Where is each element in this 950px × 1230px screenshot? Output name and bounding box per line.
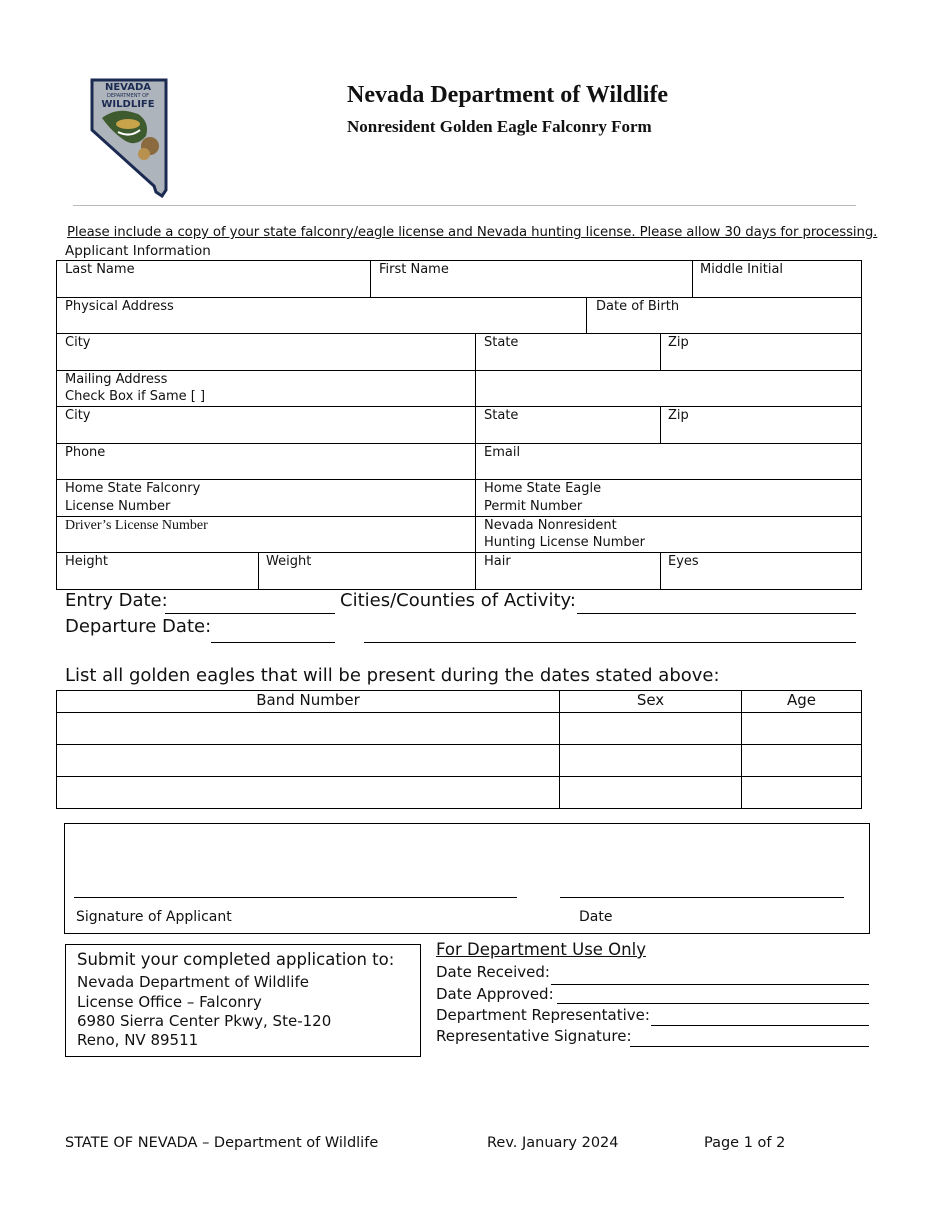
col-band-number: Band Number (57, 691, 560, 713)
submit-line-2: License Office – Falconry (77, 993, 262, 1011)
submit-line-3: 6980 Sierra Center Pkwy, Ste-120 (77, 1012, 332, 1030)
cities-line-2[interactable] (364, 642, 856, 643)
label-date-of-birth: Date of Birth (596, 299, 680, 314)
col-sex: Sex (560, 691, 742, 713)
applicant-grid (56, 260, 862, 590)
representative-signature-line[interactable] (630, 1046, 869, 1047)
label-department-representative: Department Representative: (436, 1006, 650, 1024)
label-city-mailing: City (65, 408, 91, 423)
label-signature-date: Date (579, 909, 613, 925)
signature-box (64, 823, 870, 934)
submit-title: Submit your completed application to: (77, 950, 395, 969)
sex-cell[interactable] (560, 745, 742, 777)
label-drivers-license: Driver’s License Number (65, 518, 208, 533)
label-state-mailing: State (484, 408, 519, 423)
table-row (57, 745, 862, 777)
footer-revision: Rev. January 2024 (487, 1135, 619, 1151)
label-nv-hunting-2: Hunting License Number (484, 535, 645, 550)
ndow-logo (88, 78, 170, 198)
label-physical-address: Physical Address (65, 299, 174, 314)
label-city: City (65, 335, 91, 350)
label-date-received: Date Received: (436, 963, 550, 981)
header-divider (73, 205, 856, 206)
label-date-approved: Date Approved: (436, 985, 554, 1003)
footer-page-number: Page 1 of 2 (704, 1135, 786, 1151)
submit-line-4: Reno, NV 89511 (77, 1031, 199, 1049)
table-row (57, 777, 862, 809)
logo-line3: WILDLIFE (101, 99, 155, 110)
age-cell[interactable] (742, 713, 862, 745)
eagles-prompt: List all golden eagles that will be present during the dates stated above: (65, 665, 720, 686)
label-signature-applicant: Signature of Applicant (76, 909, 232, 925)
label-email: Email (484, 445, 521, 460)
page-title: Nevada Department of Wildlife (347, 82, 669, 108)
date-received-line[interactable] (551, 984, 869, 985)
label-home-eagle-1: Home State Eagle (484, 481, 602, 496)
eagles-header-row (57, 691, 862, 713)
label-state: State (484, 335, 519, 350)
label-cities-counties: Cities/Counties of Activity: (340, 590, 576, 611)
label-weight: Weight (266, 554, 312, 569)
label-zip-mailing: Zip (668, 408, 689, 423)
label-hair: Hair (484, 554, 511, 569)
page-subtitle: Nonresident Golden Eagle Falconry Form (347, 117, 652, 136)
sex-cell[interactable] (560, 777, 742, 809)
date-approved-line[interactable] (557, 1003, 869, 1004)
submit-box (65, 944, 421, 1057)
label-zip: Zip (668, 335, 689, 350)
label-entry-date: Entry Date: (65, 590, 168, 611)
label-home-eagle-2: Permit Number (484, 499, 583, 514)
label-mailing-address: Mailing Address (65, 372, 168, 387)
band-number-cell[interactable] (57, 745, 560, 777)
label-phone: Phone (65, 445, 106, 460)
label-first-name: First Name (379, 262, 449, 277)
entry-date-line[interactable] (165, 613, 335, 614)
label-nv-hunting-1: Nevada Nonresident (484, 518, 617, 533)
footer-left: STATE OF NEVADA – Department of Wildlife (65, 1135, 379, 1151)
age-cell[interactable] (742, 777, 862, 809)
logo-line2: DEPARTMENT OF (107, 93, 149, 99)
label-middle-initial: Middle Initial (700, 262, 784, 277)
sex-cell[interactable] (560, 713, 742, 745)
eagles-table (56, 690, 862, 809)
cities-line-1[interactable] (577, 613, 856, 614)
table-row (57, 713, 862, 745)
age-cell[interactable] (742, 745, 862, 777)
band-number-cell[interactable] (57, 777, 560, 809)
instructions: Please include a copy of your state falconry/eagle license and Nevada hunting license. Please allow 30 days for processing. (67, 225, 878, 240)
logo-line1: NEVADA (104, 82, 152, 93)
label-home-falconry-1: Home State Falconry (65, 481, 201, 496)
label-height: Height (65, 554, 108, 569)
band-number-cell[interactable] (57, 713, 560, 745)
label-departure-date: Departure Date: (65, 616, 212, 637)
label-representative-signature: Representative Signature: (436, 1027, 632, 1045)
applicant-signature-line[interactable] (74, 897, 517, 898)
label-check-same[interactable]: Check Box if Same [ ] (65, 389, 206, 404)
label-last-name: Last Name (65, 262, 135, 277)
applicant-grid-lines (56, 260, 862, 590)
col-age: Age (742, 691, 862, 713)
representative-line[interactable] (651, 1025, 869, 1026)
label-home-falconry-2: License Number (65, 499, 171, 514)
label-eyes: Eyes (668, 554, 699, 569)
signature-date-line[interactable] (560, 897, 844, 898)
section-applicant-info: Applicant Information (65, 243, 211, 259)
dept-use-title: For Department Use Only (436, 940, 646, 959)
submit-line-1: Nevada Department of Wildlife (77, 973, 309, 991)
departure-date-line[interactable] (211, 642, 335, 643)
